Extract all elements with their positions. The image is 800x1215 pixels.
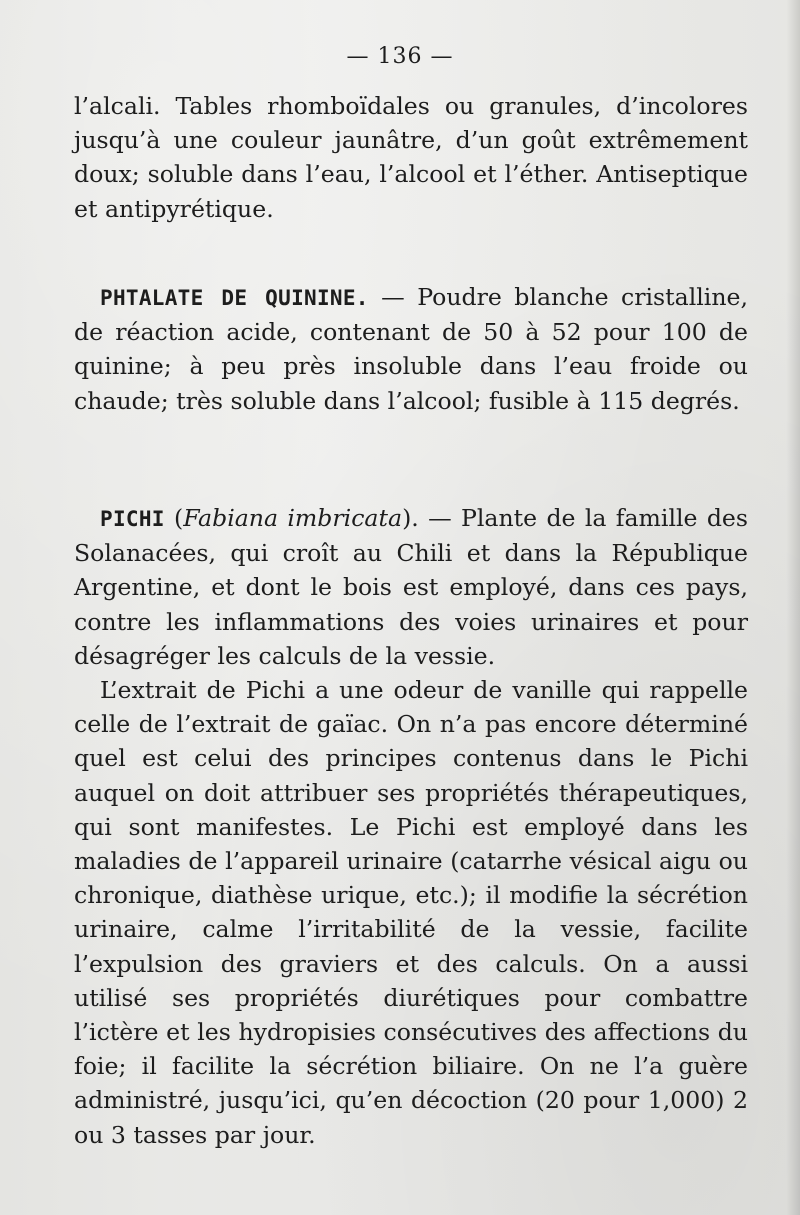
latin-name: Fabiana imbricata	[183, 504, 403, 532]
entry-body: Plante de la famille des Solanacées, qui croît au Chili et dans la République Argentine, et dont le bois est employé, dans ces pays, contre les inflammations des voies urinaires et pour désagréger les calculs de la vessie.	[74, 504, 748, 670]
entry-heading: PICHI	[100, 507, 165, 531]
latin-close: ).	[402, 504, 419, 532]
page-number: — 136 —	[346, 44, 454, 69]
entry-pichi	[74, 501, 748, 1152]
continuation-text: l’alcali. Tables rhomboïdales ou granules, d’incolores jusqu’à une couleur jaunâtre, d’un goût extrêmement doux; soluble dans l’eau, l’alcool et l’éther. Antiseptique et antipyrétique.	[74, 92, 748, 223]
continuation-paragraph	[74, 89, 748, 226]
entry-paragraph	[74, 280, 748, 418]
entry-dash: —	[418, 504, 461, 532]
entry-heading: PHTALATE DE QUININE.	[100, 286, 369, 310]
latin-open: (	[164, 504, 184, 532]
entry-paragraph	[74, 501, 748, 673]
entry-dash: —	[368, 283, 418, 311]
entry-phtalate-de-quinine	[74, 280, 748, 418]
entry-body: Poudre blanche cristalline, de réaction acide, contenant de 50 à 52 pour 100 de quinine; à peu près insoluble dans l’eau froide ou chaude; très soluble dans l’alcool; fusible à 115 degrés.	[74, 283, 749, 415]
page-edge-shadow	[786, 0, 800, 1215]
entry-paragraph-2: L’extrait de Pichi a une odeur de vanille qui rappelle celle de l’extrait de gaïac. On n’a pas encore déterminé quel est celui des principes contenus dans le Pichi auquel on doit attribuer ses propriétés thérapeutiques, qui sont manifestes. Le Pichi est employé dans les maladies de l’appareil urinaire (catarrhe vésical aigu ou chronique, diathèse urique, etc.); il modifie la sécrétion urinaire, calme l’irritabilité de la vessie, facilite l’expulsion des graviers et des calculs. On a aussi utilisé ses propriétés diurétiques pour combattre l’ictère et les hydropisies consécutives des affections du foie; il facilite la sécrétion biliaire. On ne l’a guère administré, jusqu’ici, qu’en décoction (20 pour 1,000) 2 ou 3 tasses par jour.	[74, 676, 748, 1149]
